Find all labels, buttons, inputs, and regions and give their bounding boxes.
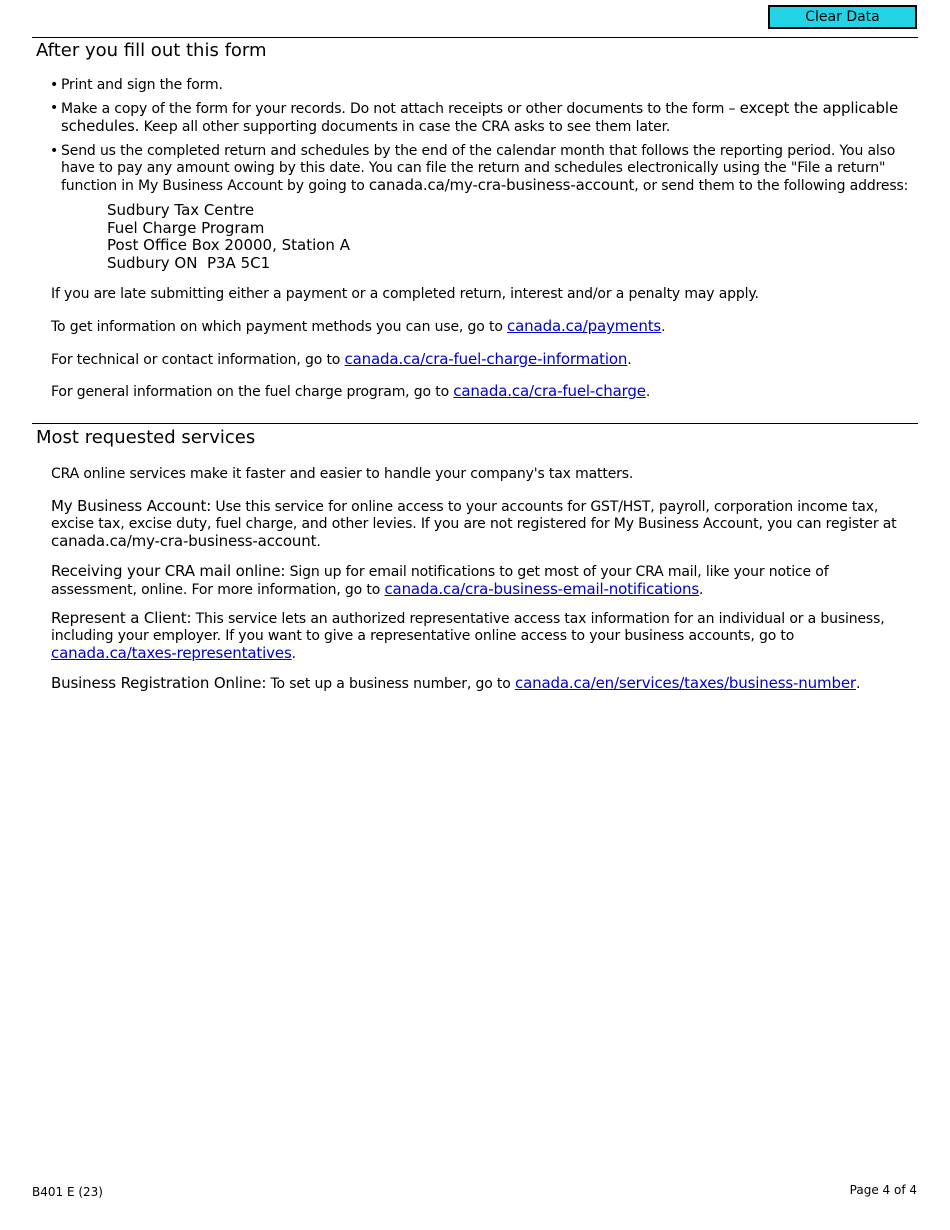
representatives-link[interactable]: canada.ca/taxes-representatives — [51, 644, 292, 662]
emphasis-text: canada.ca/my-cra-business-account — [368, 176, 635, 194]
services-intro: CRA online services make it faster and easier to handle your company's tax matters. — [51, 466, 634, 482]
email-notifications-link[interactable]: canada.ca/cra-business-email-notifications — [384, 580, 700, 598]
form-identifier: B401 E (23) — [32, 1185, 103, 1199]
address-line: Post Office Box 20000, Station A — [107, 236, 350, 254]
section-divider-services — [32, 423, 918, 424]
service-label: Represent a Client: — [51, 609, 192, 627]
address-line: Fuel Charge Program — [107, 218, 265, 237]
bullet-icon: • — [50, 143, 59, 159]
business-number-link[interactable]: canada.ca/en/services/taxes/business-number — [514, 674, 856, 692]
clear-data-button[interactable]: Clear Data — [768, 5, 917, 29]
mailing-address — [107, 202, 350, 272]
section-title-services: Most requested services — [36, 427, 256, 448]
address-line: Sudbury ON P3A 5C1 — [107, 253, 271, 272]
address-line: Sudbury Tax Centre — [107, 201, 255, 219]
fuel-charge-information-link[interactable]: canada.ca/cra-fuel-charge-information — [344, 350, 628, 368]
business-registration-info: Business Registration Online: To set up a business number, go to canada.ca/en/services/taxes/business-number. — [51, 674, 861, 692]
bullet-icon: • — [50, 77, 59, 93]
list-item: • Send us the completed return and schedules by the end of the calendar month that follows the reporting period. You also have to pay any amount owing by this date. You can file the return and schedules electronically using the "File a return" function in My Business Account by going to canada.ca/my-cra-business-account, or send them to the following address: — [50, 143, 909, 194]
technical-info: For technical or contact information, go to canada.ca/cra-fuel-charge-information. — [51, 350, 632, 368]
list-item: • Make a copy of the form for your records. Do not attach receipts or other documents to the form – except the applicable schedules. Keep all other supporting documents in case the CRA asks to see them later. — [50, 99, 899, 135]
list-item: • Print and sign the form. — [50, 77, 223, 93]
bullet-icon: • — [50, 100, 59, 116]
section-title-after-fill: After you fill out this form — [36, 40, 267, 61]
fuel-charge-link[interactable]: canada.ca/cra-fuel-charge — [453, 382, 646, 400]
mail-online-info: Receiving your CRA mail online: Sign up for email notifications to get most of your CRA mail, like your notice of assessment, online. For more information, go to canada.ca/cra-business-email-notifications. — [51, 562, 829, 598]
payments-info: To get information on which payment methods you can use, go to canada.ca/payments. — [51, 317, 666, 335]
my-business-account-info: My Business Account: Use this service for online access to your accounts for GST/HST, payroll, corporation income tax, excise tax, excise duty, fuel charge, and other levies. If you are not registered for My Business Account, you can register at canada.ca/my-cra-business-account. — [51, 497, 897, 550]
late-note: If you are late submitting either a payment or a completed return, interest and/or a penalty may apply. — [51, 286, 759, 302]
emphasis-text: canada.ca/my-cra-business-account — [51, 532, 317, 550]
emphasis-text: except the applicable schedules. — [61, 99, 899, 135]
represent-client-info: Represent a Client: This service lets an authorized representative access tax information for an individual or a business, including your employer. If you want to give a representative online access to your business accounts, go to canada.ca/taxes-representatives. — [51, 609, 885, 662]
general-info: For general information on the fuel charge program, go to canada.ca/cra-fuel-charge. — [51, 382, 651, 400]
instructions-list — [50, 77, 910, 201]
page-number: Page 4 of 4 — [849, 1183, 917, 1197]
service-label: Business Registration Online: — [51, 674, 267, 692]
payments-link[interactable]: canada.ca/payments — [507, 317, 662, 335]
section-divider-top — [32, 37, 918, 38]
service-label: Receiving your CRA mail online: — [51, 562, 286, 580]
service-label: My Business Account: — [51, 497, 212, 515]
